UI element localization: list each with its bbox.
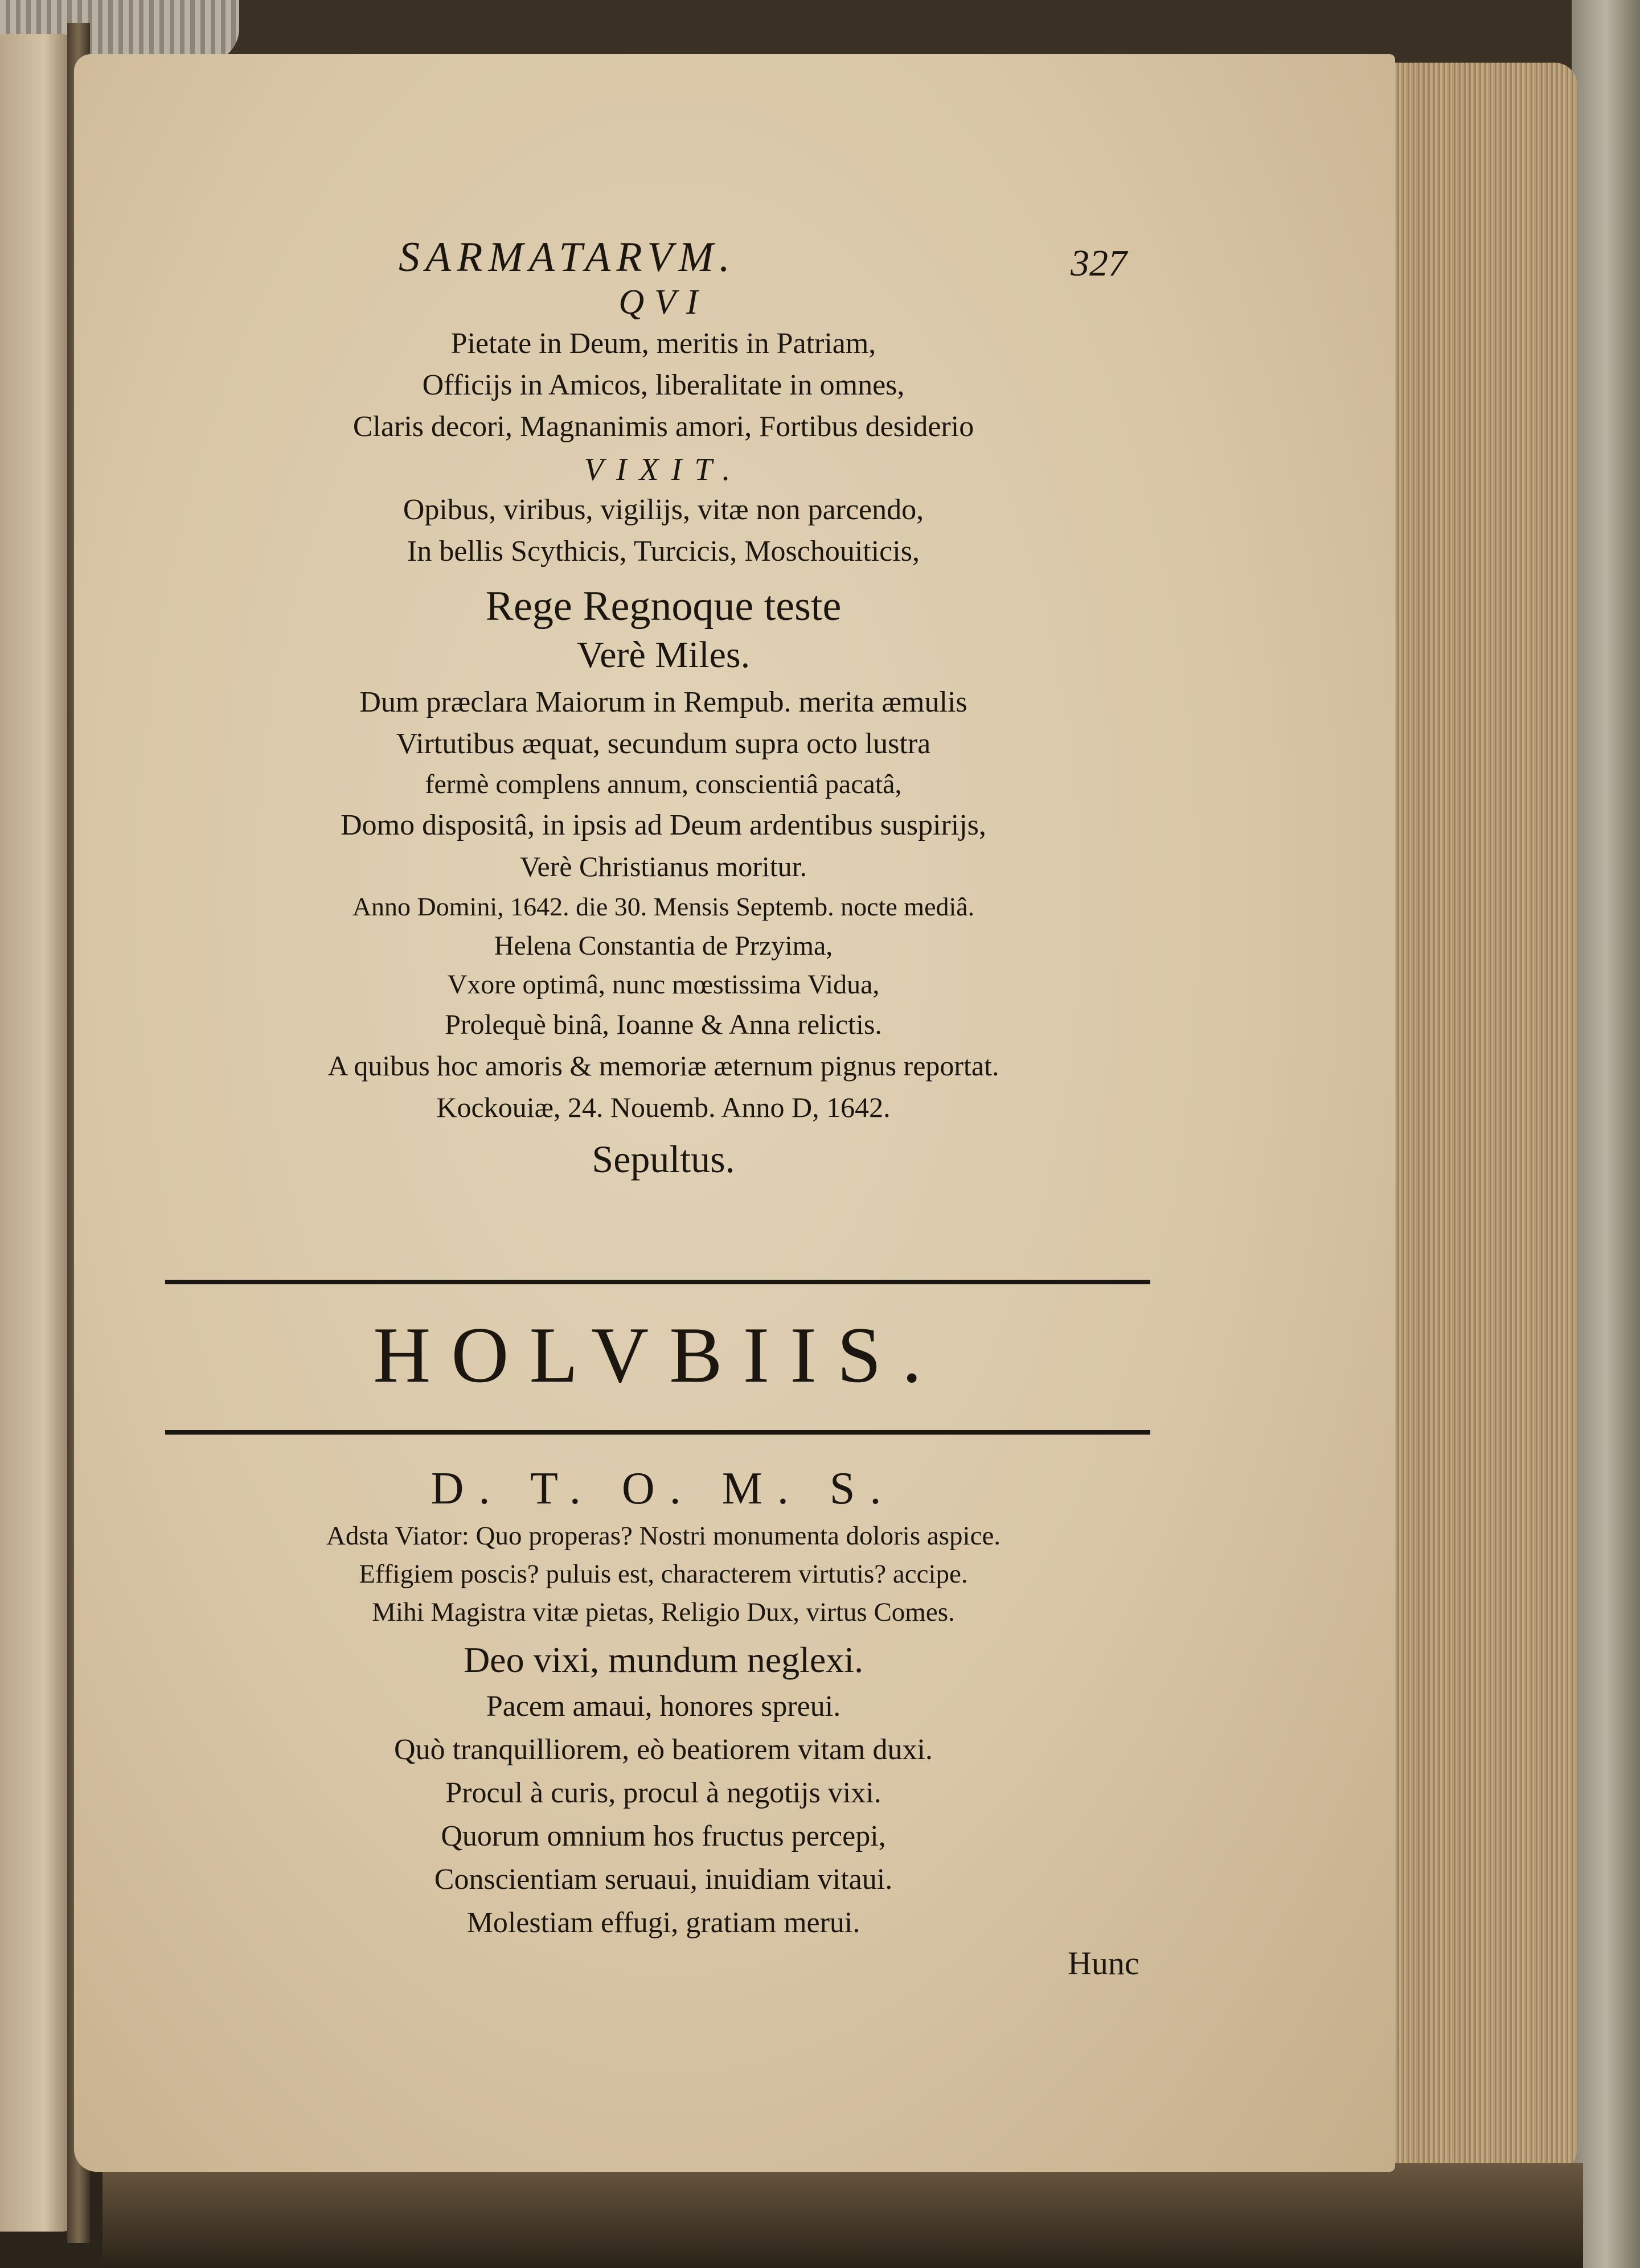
epitaph-line: Officijs in Amicos, liberalitate in omnes,: [422, 369, 905, 401]
epitaph-line: Domo dispositâ, in ipsis ad Deum ardentibus suspirijs,: [341, 809, 986, 841]
epitaph-line: Helena Constantia de Przyima,: [494, 931, 833, 961]
left-page-edge: [0, 34, 74, 2232]
epitaph-line: fermè complens annum, conscientiâ pacatâ,: [425, 769, 902, 799]
section-title: HOLVBIIS.: [373, 1311, 942, 1399]
epitaph-line: Quò tranquilliorem, eò beatiorem vitam duxi.: [394, 1733, 933, 1766]
epitaph-line: Pacem amaui, honores spreui.: [486, 1690, 841, 1723]
epitaph-line: VIXIT.: [584, 452, 743, 487]
epitaph-line: Conscientiam seruaui, inuidiam vitaui.: [434, 1863, 893, 1896]
rule-top: [165, 1280, 1150, 1284]
epitaph-line: Sepultus.: [592, 1137, 735, 1181]
epitaph-line: Dum præclara Maiorum in Rempub. merita æmulis: [359, 686, 967, 718]
epitaph-line: Pietate in Deum, meritis in Patriam,: [450, 327, 876, 360]
epitaph-line: Verè Christianus moritur.: [519, 850, 807, 882]
page-number: 327: [1071, 243, 1127, 284]
epitaph-line: Mihi Magistra vitæ pietas, Religio Dux, virtus Comes.: [372, 1597, 955, 1627]
binding-board: [1572, 0, 1640, 2268]
epitaph-line: Claris decori, Magnanimis amori, Fortibus desiderio: [352, 410, 974, 443]
epitaph-heading: D. T. O. M. S.: [430, 1464, 896, 1514]
epitaph-two: [159, 1466, 1167, 1951]
epitaph-line: Rege Regnoque teste: [485, 583, 842, 630]
catchword: Hunc: [1068, 1945, 1139, 1982]
epitaph-line: In bellis Scythicis, Turcicis, Moschouiticis,: [407, 535, 920, 568]
epitaph-line: Effigiem poscis? puluis est, characterem virtutis? accipe.: [359, 1559, 968, 1589]
rule-bottom: [165, 1430, 1150, 1435]
epitaph-line: Prolequè binâ, Ioanne & Anna relictis.: [445, 1008, 882, 1040]
epitaph-line: Opibus, viribus, vigilijs, vitæ non parcendo,: [403, 494, 924, 526]
epitaph-line: Verè Miles.: [576, 634, 751, 676]
epitaph-line: Deo vixi, mundum neglexi.: [463, 1640, 864, 1680]
epitaph-one: [159, 285, 1167, 1191]
epitaph-line: QVI: [618, 283, 708, 322]
epitaph-line: Procul à curis, procul à negotijs vixi.: [445, 1777, 882, 1809]
epitaph-line: Quorum omnium hos fructus percepi,: [441, 1820, 886, 1852]
epitaph-line: Molestiam effugi, gratiam merui.: [466, 1907, 860, 1939]
epitaph-line: Kockouiæ, 24. Nouemb. Anno D, 1642.: [436, 1091, 891, 1123]
epitaph-line: Vxore optimâ, nunc mœstissima Vidua,: [447, 969, 880, 1000]
epitaph-line: Adsta Viator: Quo properas? Nostri monumenta doloris aspice.: [326, 1521, 1001, 1551]
bottom-edge: [102, 2163, 1583, 2268]
epitaph-line: A quibus hoc amoris & memoriæ æternum pignus reportat.: [327, 1050, 999, 1082]
epitaph-line: Anno Domini, 1642. die 30. Mensis Septemb. nocte mediâ.: [352, 892, 975, 921]
epitaph-line: Virtutibus æquat, secundum supra octo lustra: [396, 728, 931, 760]
running-head: SARMATARVM.: [399, 234, 736, 281]
